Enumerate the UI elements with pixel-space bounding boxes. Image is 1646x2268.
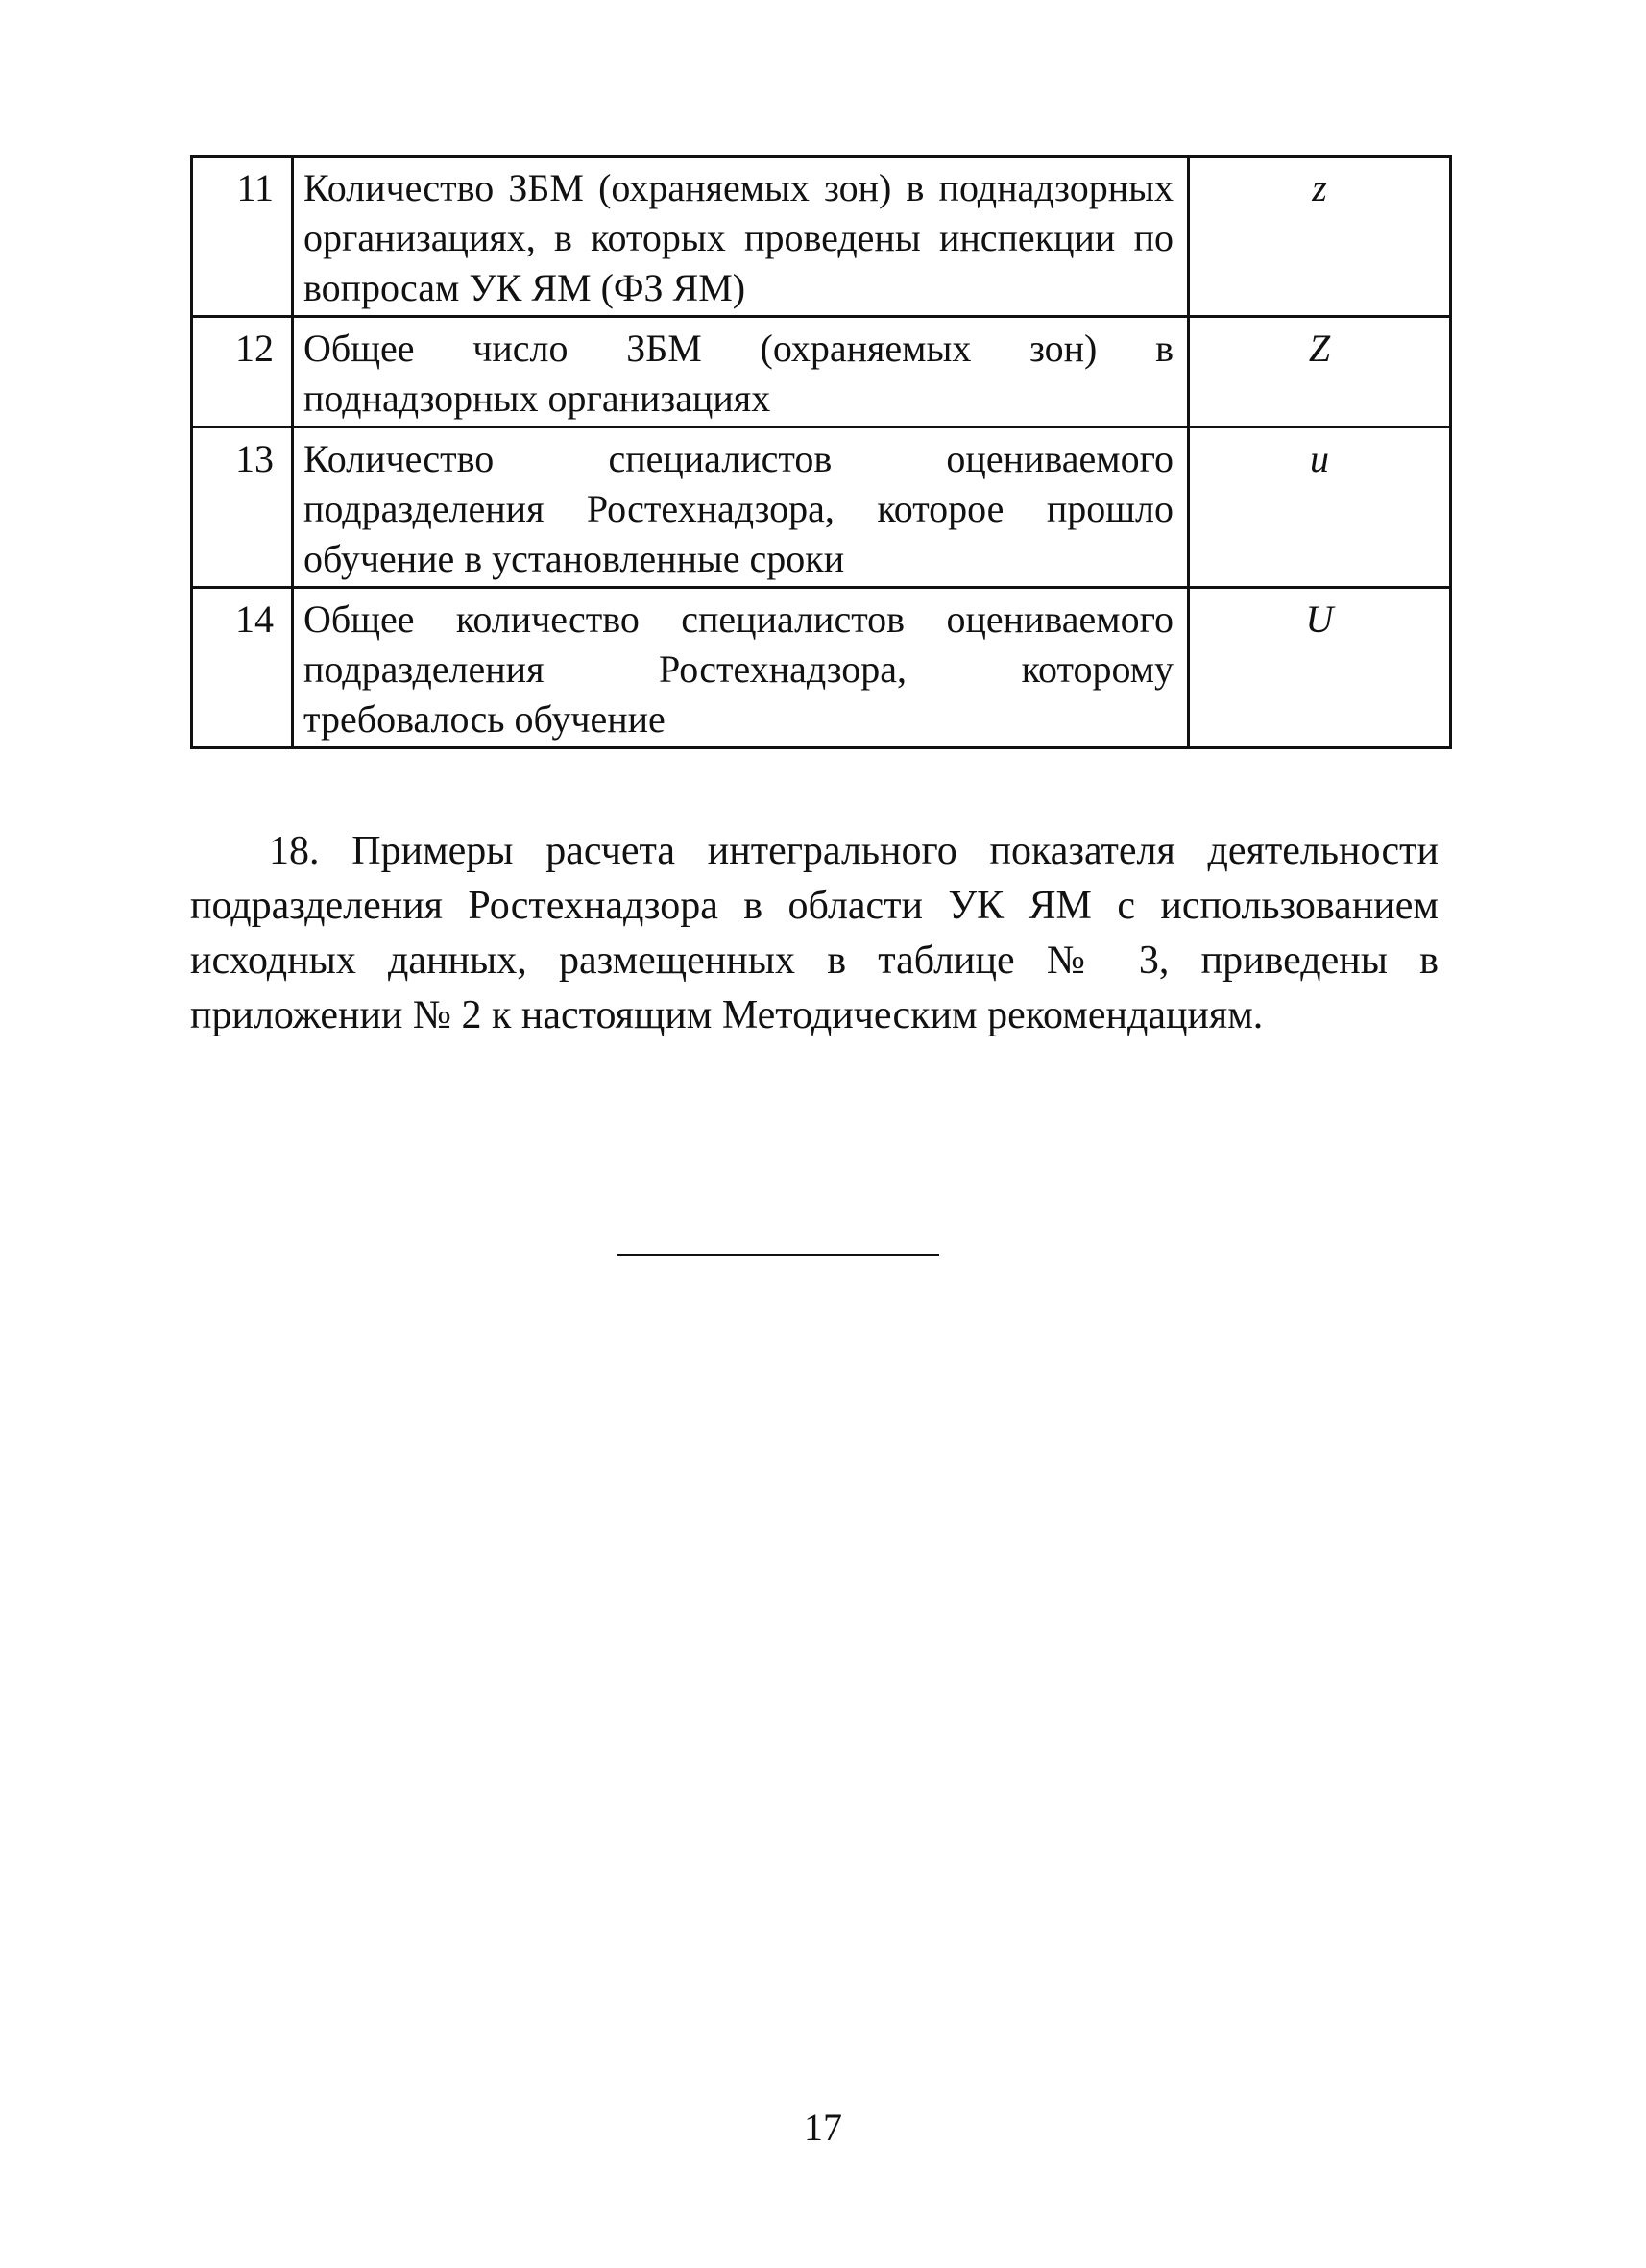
row-number: 12 [192,317,293,427]
table-row [192,317,1451,427]
table-row [192,157,1451,317]
row-description: Количество специалистов оцениваемого подразделения Ростехнадзора, которое прошло обучение в установленные сроки [293,427,1189,588]
paragraph-18: 18. Примеры расчета интегрального показателя деятельности подразделения Ростехнадзора в области УК ЯМ с использованием исходных данных, размещенных в таблице № 3, приведены в приложении № 2 к настоящим Методическим рекомендациям. [190,829,1439,1037]
row-symbol: u [1189,427,1451,588]
row-number: 11 [192,157,293,317]
table-row [192,588,1451,748]
page-number: 17 [804,2106,842,2149]
row-description: Общее число ЗБМ (охраняемых зон) в поднадзорных организациях [293,317,1189,427]
row-symbol: z [1189,157,1451,317]
separator-line [617,1254,939,1256]
row-description: Количество ЗБМ (охраняемых зон) в поднадзорных организациях, в которых проведены инспекции по вопросам УК ЯМ (ФЗ ЯМ) [293,157,1189,317]
row-number: 13 [192,427,293,588]
row-symbol: Z [1189,317,1451,427]
indicator-table [190,155,1452,749]
table-row [192,427,1451,588]
row-symbol: U [1189,588,1451,748]
row-number: 14 [192,588,293,748]
row-description: Общее количество специалистов оцениваемого подразделения Ростехнадзора, которому требовалось обучение [293,588,1189,748]
